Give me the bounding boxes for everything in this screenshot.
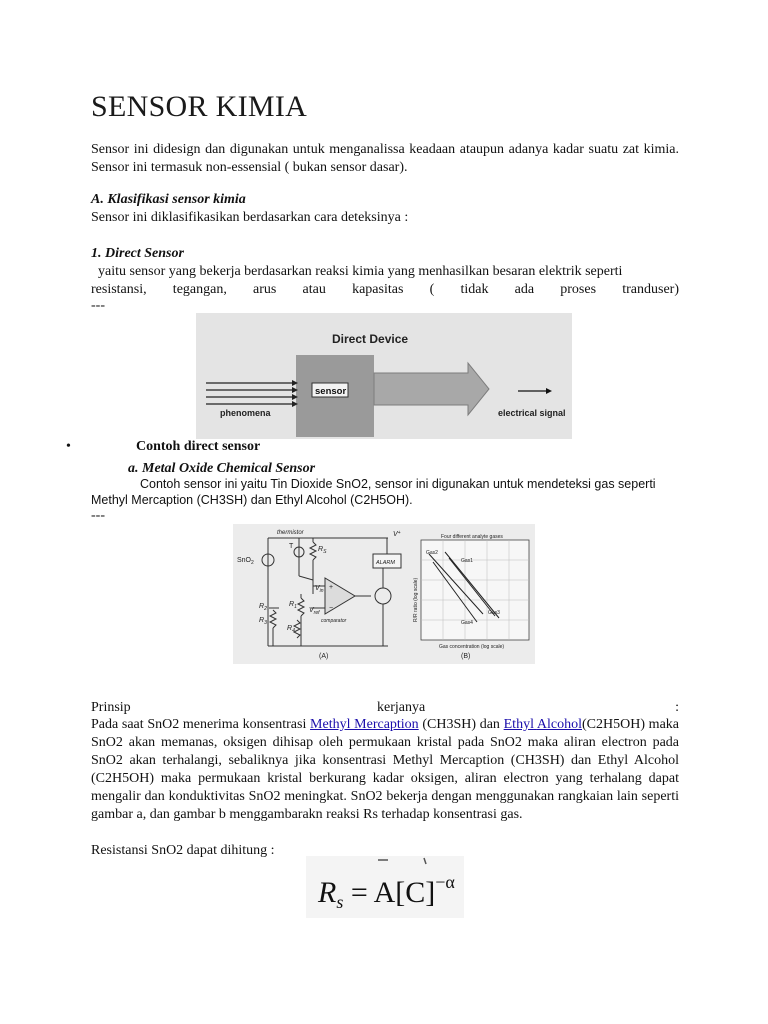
direct-device-figure — [196, 313, 572, 439]
r1-sub: 1 — [294, 604, 297, 610]
r2-sub: 2 — [264, 606, 267, 612]
intro-paragraph: Sensor ini didesign dan digunakan untuk menganalissa keadaan ataupun adanya kadar suatu zat kimia. Sensor ini termasuk non-essensial ( bukan sensor dasar). — [91, 142, 679, 175]
r4-label: R — [287, 625, 293, 632]
example-line1: Contoh sensor ini yaitu Tin Dioxide SnO2, sensor ini digunakan untuk mendeteksi gas seperti — [140, 477, 656, 491]
prinsip-rest: (C2H5OH) maka SnO2 akan memanas, oksigen dihisap oleh permukaan kristal pada SnO2 maka aliran electron pada SnO2 akan terhalangi, sebaliknya jika konsentrasi Methyl Mercaption (CH3SH) dan Ethyl Alcohol (C2H5OH) maka permukaan kristal berkurang kadar oksigen, aliran electron yang terhalang dapat mengalir dan konduktivitas SnO2 meningkat. SnO2 bekerja dengan menggunakan rangkaian lain seperti gambar a, dan gambar b menggambarakn reaksi Rs terhadap konsentrasi gas. — [91, 717, 679, 822]
rs-label: R — [318, 546, 324, 553]
comparator-label: comparator — [321, 618, 347, 624]
sno2-label: SnO — [237, 557, 252, 564]
gas1-label: Gas1 — [461, 558, 473, 564]
vref-label: V — [309, 607, 314, 614]
example-heading: Contoh direct sensor — [136, 439, 261, 454]
r2-label: R — [259, 603, 265, 610]
phenomena-label: phenomena — [220, 408, 271, 418]
rs-sub: S — [323, 549, 327, 555]
example-subheading: a. Metal Oxide Chemical Sensor — [128, 461, 316, 476]
r4-sub: 4 — [292, 628, 295, 634]
formula-eq: = A[C] — [343, 876, 436, 909]
direct-sensor-dashes: --- — [91, 298, 105, 313]
formula-r-sub: s — [336, 892, 344, 912]
minus-label: − — [329, 605, 334, 612]
vin-sub: in — [319, 588, 324, 594]
sno2-sub: 2 — [251, 560, 254, 566]
electrical-signal-label: electrical signal — [498, 408, 566, 418]
r1-label: R — [289, 601, 295, 608]
gas4-label: Gas4 — [461, 620, 473, 626]
resistance-text: Resistansi SnO2 dapat dihitung : — [91, 843, 275, 858]
vin-label: V — [315, 585, 320, 592]
prinsip-start: Pada saat SnO2 menerima konsentrasi — [91, 717, 311, 732]
example-dashes: --- — [91, 508, 105, 523]
thermistor-label: thermistor — [277, 530, 304, 536]
vref-sub: ref — [313, 610, 320, 616]
methyl-mercaption-link[interactable]: Methyl Mercaption — [310, 717, 419, 732]
sno2-circuit-figure — [233, 524, 535, 664]
caption-b: (B) — [461, 653, 471, 660]
ethyl-alcohol-link-part1: Ethyl — [503, 717, 534, 732]
graph-xlabel: Gas concentration (log scale) — [439, 644, 505, 650]
prinsip-label: Prinsip — [91, 700, 131, 715]
bullet-symbol: • — [66, 439, 71, 454]
t-label: T — [289, 543, 294, 550]
alarm-label: ALARM — [376, 560, 395, 566]
graph-title: Four different analyte gases — [441, 534, 503, 540]
prinsip-paragraph — [91, 716, 679, 824]
direct-sensor-text-line2: resistansi, tegangan, arus atau kapasitas ( tidak ada proses tranduser) — [91, 282, 679, 297]
prinsip-colon: : — [675, 700, 679, 715]
formula-exp: −α — [435, 872, 455, 892]
r3-sub: 3 — [264, 620, 267, 626]
sensor-label: sensor — [315, 386, 347, 397]
formula-r: R — [318, 876, 337, 909]
gas2-label: Gas2 — [426, 550, 438, 556]
prinsip-mid: (CH3SH) dan — [418, 717, 504, 732]
direct-sensor-text-line1: yaitu sensor yang bekerja berdasarkan reaksi kimia yang menhasilkan besaran elektrik seperti — [91, 264, 623, 279]
caption-a: (A) — [319, 653, 329, 660]
page-title: SENSOR KIMIA — [91, 90, 308, 123]
vplus-label: V — [393, 531, 398, 538]
ethyl-alcohol-link[interactable] — [504, 717, 582, 732]
r3-label: R — [259, 617, 265, 624]
direct-sensor-heading: 1. Direct Sensor — [91, 246, 184, 261]
resistance-formula — [306, 856, 464, 918]
example-line2: Methyl Mercaption (CH3SH) dan Ethyl Alcohol (C2H5OH). — [91, 493, 413, 507]
figure-title: Direct Device — [332, 332, 409, 346]
section-a-heading: A. Klasifikasi sensor kimia — [91, 192, 246, 207]
vplus-sub: + — [397, 530, 401, 536]
ethyl-alcohol-link-part2: Alcohol — [536, 717, 582, 732]
graph-ylabel: R/R ratio (log scale) — [413, 577, 419, 622]
plus-label: + — [329, 584, 334, 591]
prinsip-middle: kerjanya — [377, 700, 426, 715]
gas3-label: Gas3 — [488, 610, 500, 616]
section-a-text: Sensor ini diklasifikasikan berdasarkan cara deteksinya : — [91, 210, 409, 225]
